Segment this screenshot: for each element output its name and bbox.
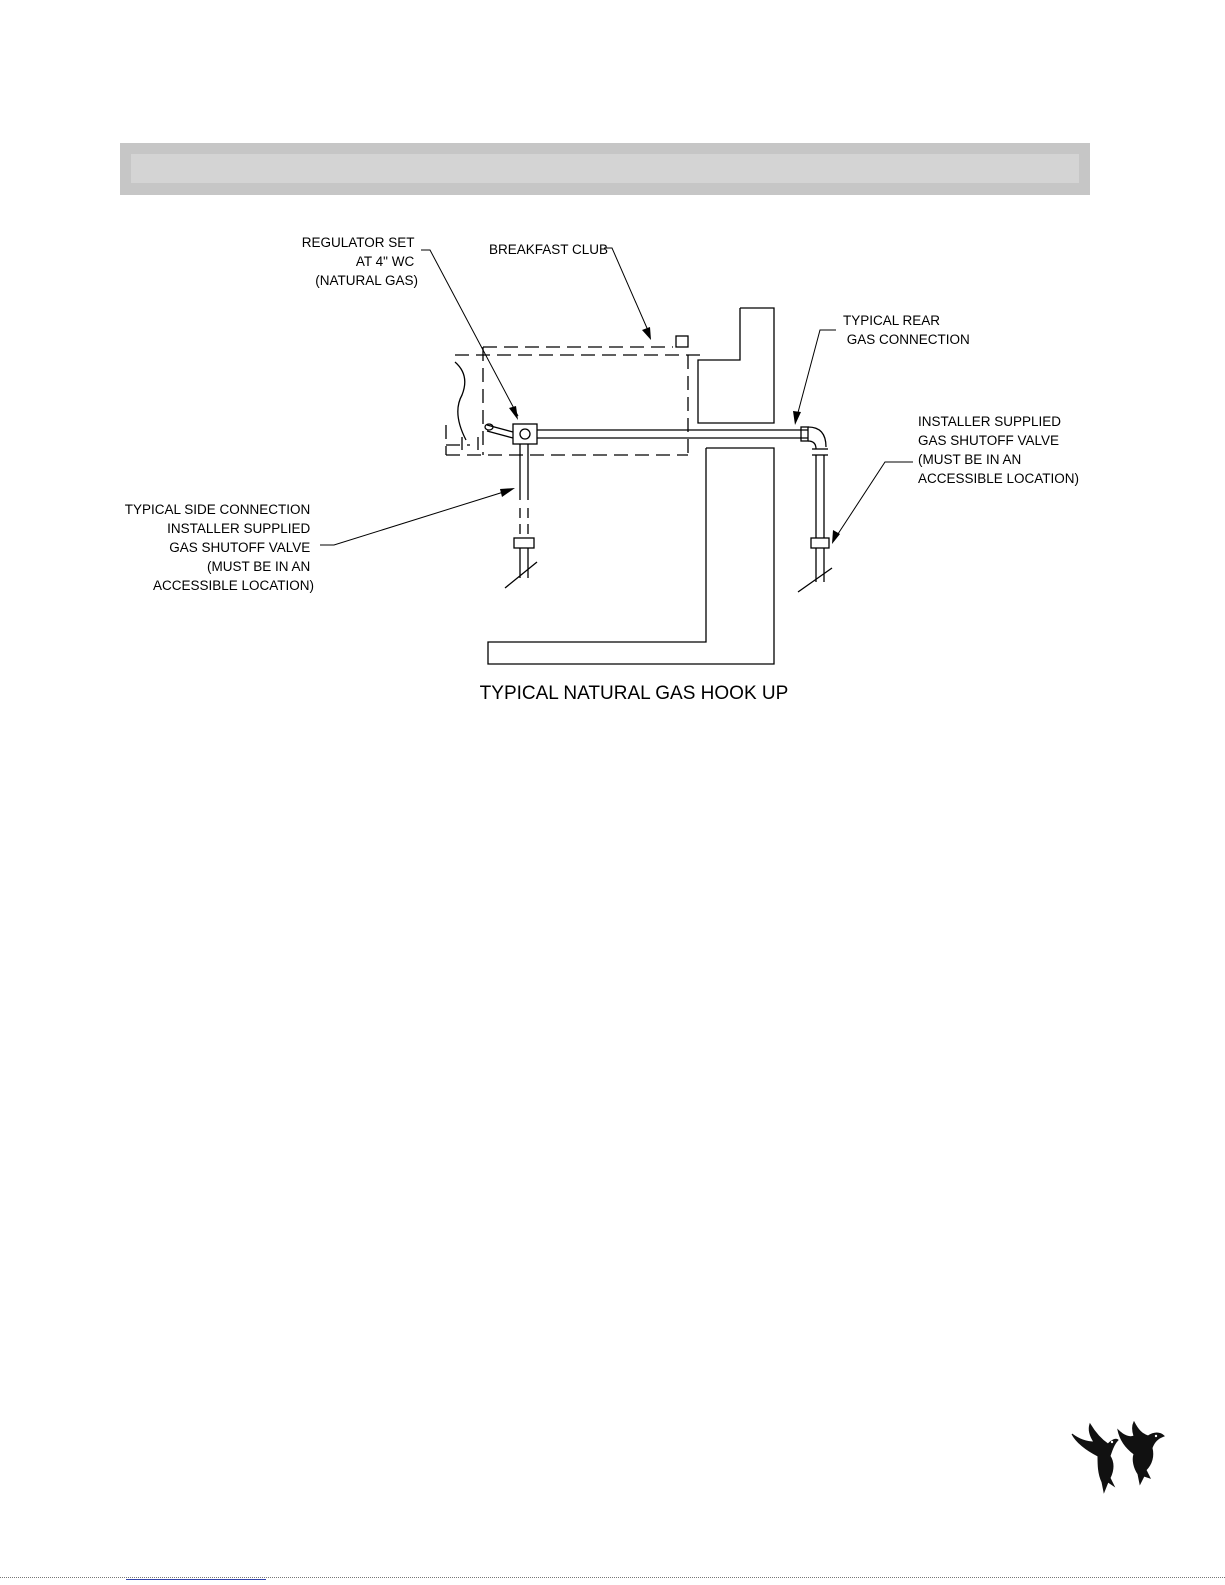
eagles-logo-icon [1068,1420,1168,1502]
rear-valve-label-line: ACCESSIBLE LOCATION) [918,471,1080,486]
rear-valve-label-line: (MUST BE IN AN [918,452,1022,467]
regulator-label-line: AT 4" WC [355,254,415,269]
rear-connection-label [843,313,970,347]
regulator-label [302,235,418,288]
side-connection-label [125,502,314,593]
regulator-label-line: (NATURAL GAS) [315,273,418,288]
diagram-caption: TYPICAL NATURAL GAS HOOK UP [479,683,789,704]
side-connection-label-line: INSTALLER SUPPLIED [167,521,311,536]
side-connection-label-line: GAS SHUTOFF VALVE [169,540,311,555]
footer-underline [126,1579,266,1580]
breakfast-club-label: BREAKFAST CLUB [489,242,609,257]
rear-valve-label [918,414,1079,486]
bottom-rule [0,1577,1225,1578]
rear-valve-label-line: GAS SHUTOFF VALVE [918,433,1060,448]
breakfast-club-appliance [446,347,700,455]
rear-valve-label-line: INSTALLER SUPPLIED [918,414,1062,429]
leader-arrowheads [500,327,840,544]
wall-outline [488,308,774,664]
regulator-label-line: REGULATOR SET [301,235,415,250]
rear-connection-label-line: TYPICAL REAR [843,313,941,328]
side-connection-label-line: ACCESSIBLE LOCATION) [152,578,314,593]
rear-connection-label-line: GAS CONNECTION [843,332,970,347]
side-connection-pipe [505,444,537,588]
main-gas-pipe [537,427,832,592]
regulator [485,424,537,444]
gas-hookup-diagram [0,0,1225,760]
side-connection-label-line: TYPICAL SIDE CONNECTION [124,502,311,517]
side-connection-label-line: (MUST BE IN AN [206,559,311,574]
appliance-solid-parts [455,336,688,450]
